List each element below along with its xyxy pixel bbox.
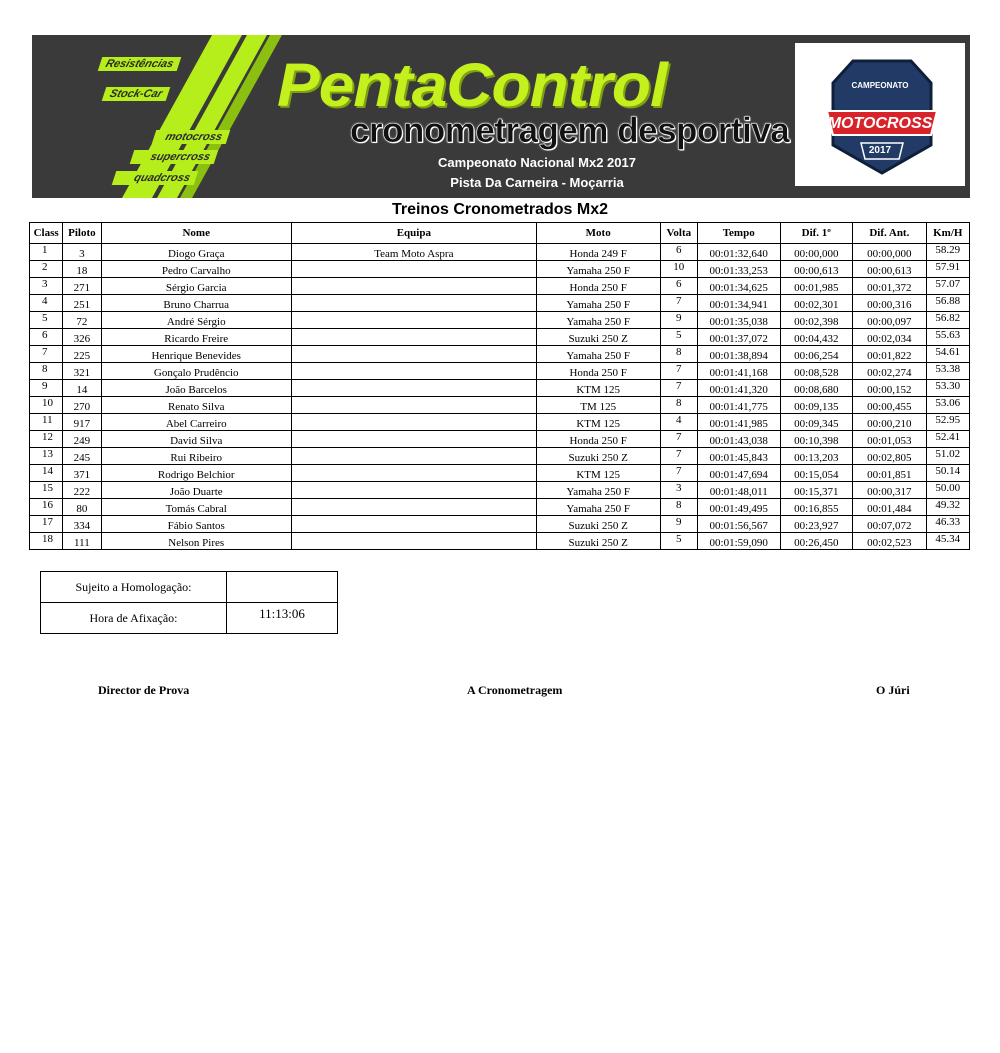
cell-tempo: 00:01:41,320: [697, 380, 780, 397]
cell-kmh: 55.63: [926, 329, 969, 346]
header-banner: [32, 35, 970, 198]
tag-stock-car: Stock-Car: [102, 87, 171, 101]
cell-difant: 00:00,000: [853, 244, 927, 261]
cell-piloto: 3: [63, 244, 101, 261]
table-row: [30, 516, 970, 533]
cell-dif1: 00:13,203: [780, 448, 853, 465]
cell-volta: 7: [660, 431, 697, 448]
cell-nome: David Silva: [101, 431, 291, 448]
cell-dif1: 00:06,254: [780, 346, 853, 363]
sujeito-label: Sujeito a Homologação:: [41, 572, 227, 603]
cell-equipa: [291, 329, 536, 346]
cell-class: 5: [30, 312, 63, 329]
cell-tempo: 00:01:56,567: [697, 516, 780, 533]
cell-class: 6: [30, 329, 63, 346]
cell-equipa: [291, 499, 536, 516]
cell-piloto: 222: [63, 482, 101, 499]
cell-nome: Pedro Carvalho: [101, 261, 291, 278]
cell-piloto: 321: [63, 363, 101, 380]
cell-tempo: 00:01:49,495: [697, 499, 780, 516]
cell-moto: KTM 125: [536, 465, 660, 482]
table-row: [30, 533, 970, 550]
cell-kmh: 58.29: [926, 244, 969, 261]
cell-volta: 4: [660, 414, 697, 431]
cell-nome: Nelson Pires: [101, 533, 291, 550]
cell-moto: Suzuki 250 Z: [536, 448, 660, 465]
cell-difant: 00:07,072: [853, 516, 927, 533]
cell-tempo: 00:01:41,775: [697, 397, 780, 414]
cell-piloto: 251: [63, 295, 101, 312]
cell-volta: 7: [660, 295, 697, 312]
cell-kmh: 46.33: [926, 516, 969, 533]
results-table: [29, 222, 970, 550]
col-difant: Dif. Ant.: [853, 223, 927, 244]
cell-dif1: 00:04,432: [780, 329, 853, 346]
cell-nome: João Duarte: [101, 482, 291, 499]
cell-class: 14: [30, 465, 63, 482]
cell-nome: Ricardo Freire: [101, 329, 291, 346]
table-header-row: [30, 223, 970, 244]
cell-piloto: 326: [63, 329, 101, 346]
cell-volta: 3: [660, 482, 697, 499]
cell-dif1: 00:01,985: [780, 278, 853, 295]
cell-nome: Gonçalo Prudêncio: [101, 363, 291, 380]
cell-difant: 00:02,034: [853, 329, 927, 346]
cell-moto: Honda 250 F: [536, 363, 660, 380]
cell-dif1: 00:09,135: [780, 397, 853, 414]
table-row: [30, 397, 970, 414]
cell-class: 10: [30, 397, 63, 414]
table-row: [30, 465, 970, 482]
cell-piloto: 225: [63, 346, 101, 363]
cell-moto: KTM 125: [536, 380, 660, 397]
cell-dif1: 00:00,000: [780, 244, 853, 261]
homologation-box: [40, 571, 338, 634]
tag-motocross: motocross: [152, 130, 231, 144]
cell-piloto: 917: [63, 414, 101, 431]
cell-nome: Henrique Benevides: [101, 346, 291, 363]
cell-moto: Suzuki 250 Z: [536, 533, 660, 550]
col-class: Class: [30, 223, 63, 244]
col-dif1: Dif. 1º: [780, 223, 853, 244]
venue-name: Pista Da Carneira - Moçarria: [450, 175, 624, 190]
cell-moto: TM 125: [536, 397, 660, 414]
cell-tempo: 00:01:37,072: [697, 329, 780, 346]
signature-director: Director de Prova: [98, 683, 190, 697]
cell-volta: 8: [660, 346, 697, 363]
cell-difant: 00:01,372: [853, 278, 927, 295]
cell-dif1: 00:00,613: [780, 261, 853, 278]
cell-equipa: [291, 312, 536, 329]
cell-moto: Yamaha 250 F: [536, 295, 660, 312]
cell-moto: Honda 250 F: [536, 431, 660, 448]
cell-equipa: [291, 363, 536, 380]
cell-class: 18: [30, 533, 63, 550]
cell-equipa: [291, 278, 536, 295]
cell-dif1: 00:08,528: [780, 363, 853, 380]
col-moto: Moto: [536, 223, 660, 244]
cell-class: 4: [30, 295, 63, 312]
cell-difant: 00:00,316: [853, 295, 927, 312]
cell-tempo: 00:01:59,090: [697, 533, 780, 550]
cell-difant: 00:02,523: [853, 533, 927, 550]
championship-info: [392, 153, 682, 193]
table-row: [30, 499, 970, 516]
cell-moto: Honda 249 F: [536, 244, 660, 261]
cell-tempo: 00:01:34,625: [697, 278, 780, 295]
cell-class: 12: [30, 431, 63, 448]
cell-volta: 7: [660, 380, 697, 397]
table-row: [30, 414, 970, 431]
cell-tempo: 00:01:48,011: [697, 482, 780, 499]
cell-class: 1: [30, 244, 63, 261]
cell-class: 9: [30, 380, 63, 397]
cell-equipa: [291, 533, 536, 550]
cell-tempo: 00:01:38,894: [697, 346, 780, 363]
table-row: [30, 312, 970, 329]
cell-equipa: [291, 465, 536, 482]
cell-volta: 7: [660, 363, 697, 380]
cell-kmh: 52.41: [926, 431, 969, 448]
cell-kmh: 56.88: [926, 295, 969, 312]
cell-moto: Yamaha 250 F: [536, 482, 660, 499]
cell-difant: 00:00,210: [853, 414, 927, 431]
cell-dif1: 00:16,855: [780, 499, 853, 516]
cell-volta: 8: [660, 499, 697, 516]
signature-juri: O Júri: [876, 683, 910, 697]
cell-volta: 9: [660, 312, 697, 329]
cell-difant: 00:00,152: [853, 380, 927, 397]
cell-piloto: 249: [63, 431, 101, 448]
cell-equipa: [291, 397, 536, 414]
cell-equipa: [291, 448, 536, 465]
cell-volta: 7: [660, 465, 697, 482]
cell-kmh: 53.30: [926, 380, 969, 397]
table-row: [30, 380, 970, 397]
table-row: [30, 278, 970, 295]
cell-class: 3: [30, 278, 63, 295]
cell-moto: Yamaha 250 F: [536, 499, 660, 516]
cell-piloto: 371: [63, 465, 101, 482]
cell-equipa: [291, 516, 536, 533]
cell-equipa: Team Moto Aspra: [291, 244, 536, 261]
cell-difant: 00:02,805: [853, 448, 927, 465]
cell-nome: Renato Silva: [101, 397, 291, 414]
cell-tempo: 00:01:41,168: [697, 363, 780, 380]
cell-equipa: [291, 346, 536, 363]
cell-kmh: 54.61: [926, 346, 969, 363]
cell-kmh: 52.95: [926, 414, 969, 431]
signature-cronometragem: A Cronometragem: [467, 683, 563, 697]
motocross-badge: [795, 43, 965, 186]
cell-difant: 00:01,822: [853, 346, 927, 363]
cell-difant: 00:02,274: [853, 363, 927, 380]
logo-pentacontrol: PentaControl: [277, 50, 667, 120]
cell-class: 11: [30, 414, 63, 431]
table-row: [30, 295, 970, 312]
cell-class: 7: [30, 346, 63, 363]
cell-equipa: [291, 380, 536, 397]
cell-equipa: [291, 295, 536, 312]
cell-kmh: 57.91: [926, 261, 969, 278]
cell-piloto: 334: [63, 516, 101, 533]
cell-volta: 6: [660, 278, 697, 295]
cell-class: 13: [30, 448, 63, 465]
cell-moto: Yamaha 250 F: [536, 312, 660, 329]
cell-nome: Rodrigo Belchior: [101, 465, 291, 482]
cell-tempo: 00:01:34,941: [697, 295, 780, 312]
cell-piloto: 270: [63, 397, 101, 414]
table-row: [30, 482, 970, 499]
col-piloto: Piloto: [63, 223, 101, 244]
cell-difant: 00:00,455: [853, 397, 927, 414]
cell-kmh: 53.38: [926, 363, 969, 380]
cell-tempo: 00:01:43,038: [697, 431, 780, 448]
cell-difant: 00:00,097: [853, 312, 927, 329]
cell-difant: 00:00,317: [853, 482, 927, 499]
cell-equipa: [291, 482, 536, 499]
cell-equipa: [291, 414, 536, 431]
cell-difant: 00:00,613: [853, 261, 927, 278]
cell-volta: 9: [660, 516, 697, 533]
cell-tempo: 00:01:47,694: [697, 465, 780, 482]
table-row: [30, 448, 970, 465]
cell-dif1: 00:15,371: [780, 482, 853, 499]
table-row: [30, 431, 970, 448]
cell-piloto: 271: [63, 278, 101, 295]
cell-nome: Sérgio Garcia: [101, 278, 291, 295]
table-row: [30, 329, 970, 346]
cell-kmh: 56.82: [926, 312, 969, 329]
cell-dif1: 00:23,927: [780, 516, 853, 533]
cell-dif1: 00:02,398: [780, 312, 853, 329]
cell-tempo: 00:01:45,843: [697, 448, 780, 465]
cell-nome: Diogo Graça: [101, 244, 291, 261]
page-title: Treinos Cronometrados Mx2: [391, 201, 609, 218]
cell-kmh: 50.14: [926, 465, 969, 482]
championship-name: Campeonato Nacional Mx2 2017: [438, 155, 636, 170]
cell-class: 16: [30, 499, 63, 516]
cell-nome: Fábio Santos: [101, 516, 291, 533]
table-row: [30, 261, 970, 278]
cell-tempo: 00:01:41,985: [697, 414, 780, 431]
cell-tempo: 00:01:32,640: [697, 244, 780, 261]
col-volta: Volta: [660, 223, 697, 244]
col-tempo: Tempo: [697, 223, 780, 244]
cell-piloto: 18: [63, 261, 101, 278]
badge-year-text: 2017: [868, 145, 892, 156]
table-row: [30, 244, 970, 261]
tag-supercross: supercross: [130, 150, 219, 164]
table-row: [30, 346, 970, 363]
cell-equipa: [291, 431, 536, 448]
cell-moto: Suzuki 250 Z: [536, 329, 660, 346]
cell-moto: Yamaha 250 F: [536, 346, 660, 363]
cell-volta: 10: [660, 261, 697, 278]
cell-kmh: 50.00: [926, 482, 969, 499]
sujeito-value: [227, 572, 338, 603]
cell-class: 15: [30, 482, 63, 499]
cell-dif1: 00:10,398: [780, 431, 853, 448]
logo-subtitle: cronometragem desportiva: [350, 111, 790, 150]
cell-difant: 00:01,053: [853, 431, 927, 448]
badge-motocross-text: MOTOCROSS: [827, 115, 933, 132]
cell-moto: KTM 125: [536, 414, 660, 431]
cell-kmh: 45.34: [926, 533, 969, 550]
cell-piloto: 72: [63, 312, 101, 329]
cell-volta: 8: [660, 397, 697, 414]
badge-top-text: CAMPEONATO: [851, 81, 909, 90]
table-row: [30, 363, 970, 380]
cell-nome: André Sérgio: [101, 312, 291, 329]
cell-piloto: 245: [63, 448, 101, 465]
cell-tempo: 00:01:35,038: [697, 312, 780, 329]
cell-nome: Tomás Cabral: [101, 499, 291, 516]
cell-kmh: 53.06: [926, 397, 969, 414]
tag-quadcross: quadcross: [112, 171, 199, 185]
cell-volta: 7: [660, 448, 697, 465]
hora-value: 11:13:06: [227, 603, 338, 634]
cell-volta: 5: [660, 533, 697, 550]
cell-volta: 6: [660, 244, 697, 261]
cell-kmh: 49.32: [926, 499, 969, 516]
cell-volta: 5: [660, 329, 697, 346]
col-equipa: Equipa: [291, 223, 536, 244]
cell-difant: 00:01,851: [853, 465, 927, 482]
cell-dif1: 00:26,450: [780, 533, 853, 550]
cell-piloto: 111: [63, 533, 101, 550]
cell-dif1: 00:08,680: [780, 380, 853, 397]
cell-nome: Bruno Charrua: [101, 295, 291, 312]
cell-difant: 00:01,484: [853, 499, 927, 516]
cell-piloto: 80: [63, 499, 101, 516]
hora-label: Hora de Afixação:: [41, 603, 227, 634]
cell-nome: Rui Ribeiro: [101, 448, 291, 465]
cell-class: 17: [30, 516, 63, 533]
cell-piloto: 14: [63, 380, 101, 397]
cell-nome: João Barcelos: [101, 380, 291, 397]
cell-dif1: 00:02,301: [780, 295, 853, 312]
cell-dif1: 00:15,054: [780, 465, 853, 482]
cell-kmh: 51.02: [926, 448, 969, 465]
cell-dif1: 00:09,345: [780, 414, 853, 431]
cell-class: 2: [30, 261, 63, 278]
tag-resistencias: Resistências: [98, 57, 182, 71]
cell-class: 8: [30, 363, 63, 380]
cell-tempo: 00:01:33,253: [697, 261, 780, 278]
cell-moto: Yamaha 250 F: [536, 261, 660, 278]
cell-moto: Honda 250 F: [536, 278, 660, 295]
cell-kmh: 57.07: [926, 278, 969, 295]
cell-equipa: [291, 261, 536, 278]
col-nome: Nome: [101, 223, 291, 244]
col-kmh: Km/H: [926, 223, 969, 244]
cell-moto: Suzuki 250 Z: [536, 516, 660, 533]
cell-nome: Abel Carreiro: [101, 414, 291, 431]
